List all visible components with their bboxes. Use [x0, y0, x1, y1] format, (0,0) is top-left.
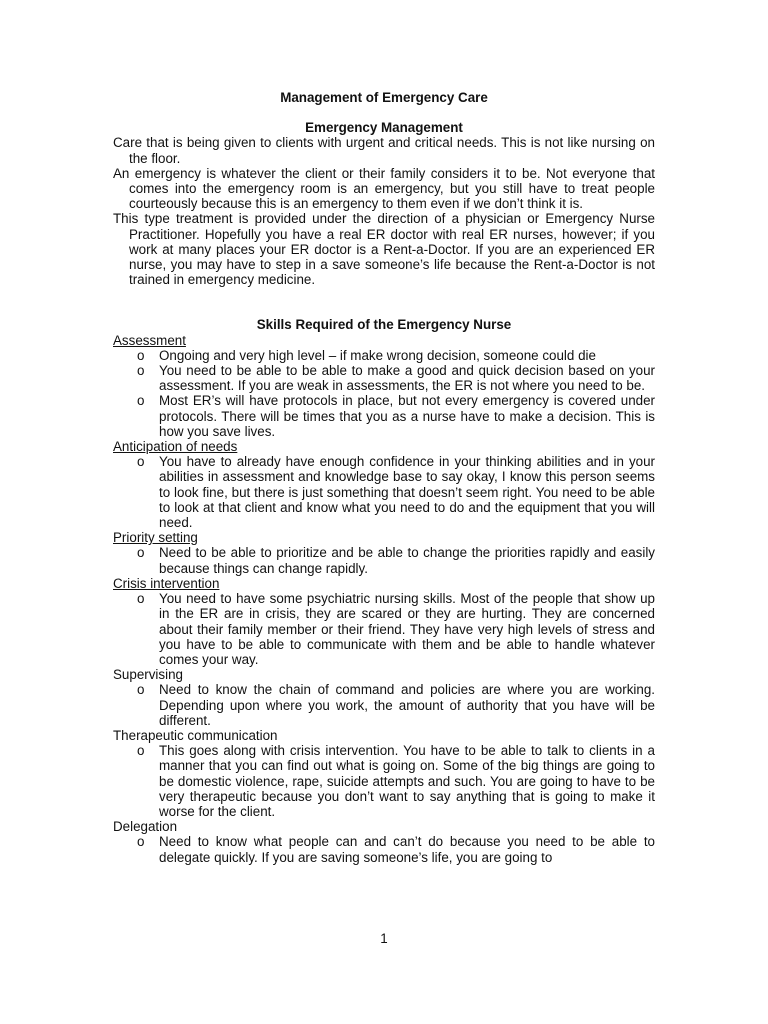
list-item [113, 545, 655, 575]
list-item-text: Need to be able to prioritize and be able to change the priorities rapidly and easily because things can change rapidly. [159, 545, 655, 576]
list-item [113, 591, 655, 667]
document-title: Management of Emergency Care [280, 90, 488, 105]
list-item [113, 393, 655, 439]
section-heading-emergency-management: Emergency Management [305, 120, 463, 136]
paragraph: An emergency is whatever the client or their family considers it to be. Not everyone that comes into the emergency room is an emergency, but you still have to treat people courteously because this is an emergency to them even if we don’t think it is. [113, 165, 655, 212]
list-item [113, 454, 655, 530]
section-heading-skills-required: Skills Required of the Emergency Nurse [256, 317, 512, 333]
bullet-marker: o [137, 393, 145, 409]
bullet-list [113, 591, 655, 667]
document-page [113, 90, 655, 865]
page-number: 1 [380, 931, 388, 946]
list-item-text: You need to be able to be able to make a good and quick decision based on your assessment. If you are weak in assessments, the ER is not where you need to be. [159, 363, 655, 394]
bullet-marker: o [137, 743, 145, 759]
paragraph: Care that is being given to clients with urgent and critical needs. This is not like nursing on the floor. [113, 135, 655, 166]
bullet-list [113, 682, 655, 728]
list-item-text: You have to already have enough confidence in your thinking abilities and in your abilities in assessment and knowledge base to say okay, I know this person seems to look fine, but there is just something that doesn’t seem right. You need to be able to look at that client and know what you need to do and the equipment that you will need. [159, 454, 655, 531]
list-item [113, 834, 655, 864]
list-item [113, 682, 655, 728]
list-item-text: Ongoing and very high level – if make wrong decision, someone could die [159, 347, 596, 363]
bullet-marker: o [137, 682, 145, 698]
list-item-text: You need to have some psychiatric nursing skills. Most of the people that show up in the ER are in crisis, they are scared or they are hurting. They are concerned about their family member or their friend. They have very high levels of stress and you have to be able to communicate with them and be able to handle whatever comes your way. [159, 591, 655, 667]
bullet-marker: o [137, 363, 145, 379]
skill-heading-crisis-intervention: Crisis intervention [113, 575, 220, 591]
bullet-list [113, 834, 655, 864]
bullet-marker: o [137, 347, 145, 363]
paragraph: This type treatment is provided under the direction of a physician or Emergency Nurse Practitioner. Hopefully you have a real ER doctor with real ER nurses, however; if you work at many places your ER doctor is a Rent-a-Doctor. If you are an experienced ER nurse, you may have to step in a save someone’s life because the Rent-a-Doctor is not trained in emergency medicine. [113, 211, 655, 288]
skill-heading-therapeutic-communication: Therapeutic communication [113, 727, 278, 743]
bullet-marker: o [137, 454, 145, 470]
bullet-marker: o [137, 834, 145, 850]
bullet-marker: o [137, 545, 145, 561]
skill-heading-anticipation-of-needs: Anticipation of needs [113, 439, 238, 455]
bullet-list [113, 545, 655, 575]
skill-heading-assessment: Assessment [113, 332, 186, 348]
list-item [113, 743, 655, 819]
list-item-text: This goes along with crisis intervention. You have to be able to talk to clients in a manner that you can find out what is going on. Some of the big things are going to be domestic violence, rape, suicide attempts and such. You are going to have to be very therapeutic because you don’t want to say anything that is going to make it worse for the client. [159, 743, 655, 819]
list-item [113, 363, 655, 393]
skill-heading-supervising: Supervising [113, 667, 183, 683]
bullet-marker: o [137, 591, 145, 607]
list-item-text: Most ER’s will have protocols in place, but not every emergency is covered under protocols. There will be times that you as a nurse have to make a decision. This is how you save lives. [159, 393, 655, 439]
skill-heading-priority-setting: Priority setting [113, 530, 198, 546]
bullet-list [113, 743, 655, 819]
list-item-text: Need to know the chain of command and policies are where you are working. Depending upon where you work, the amount of authority that you have will be different. [159, 682, 655, 728]
list-item-text: Need to know what people can and can’t do because you need to be able to delegate quickly. If you are saving someone’s life, you are going to [159, 834, 655, 865]
list-item [113, 348, 655, 363]
skill-heading-delegation: Delegation [113, 819, 178, 835]
bullet-list [113, 454, 655, 530]
bullet-list [113, 348, 655, 439]
